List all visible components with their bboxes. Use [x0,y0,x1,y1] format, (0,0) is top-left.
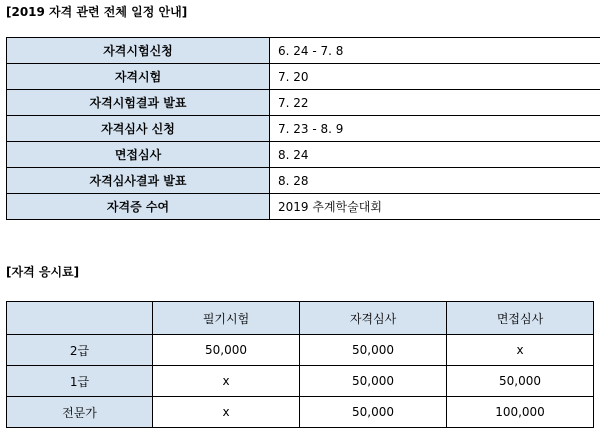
schedule-section-title: [2019 자격 관련 전체 일정 안내] [6,4,187,20]
schedule-table [6,37,600,220]
table-row [7,90,600,116]
table-corner-cell [7,302,153,335]
fee-review: 50,000 [300,366,447,397]
fee-interview: 100,000 [447,397,594,428]
table-row [7,397,594,428]
table-row [7,335,594,366]
table-row [7,142,600,168]
schedule-date: 8. 28 [270,168,600,194]
fee-review: 50,000 [300,335,447,366]
grade-label: 1급 [7,366,153,397]
fee-written: x [153,366,300,397]
column-header-review: 자격심사 [300,302,447,335]
schedule-date: 6. 24 - 7. 8 [270,38,600,64]
fee-review: 50,000 [300,397,447,428]
table-row [7,38,600,64]
table-row [7,366,594,397]
column-header-written: 필기시험 [153,302,300,335]
fee-written: 50,000 [153,335,300,366]
grade-label: 2급 [7,335,153,366]
table-row [7,64,600,90]
schedule-date: 7. 23 - 8. 9 [270,116,600,142]
fee-section-title: [자격 응시료] [6,264,79,280]
schedule-date: 8. 24 [270,142,600,168]
table-row [7,116,600,142]
schedule-label: 자격시험결과 발표 [7,90,270,116]
schedule-label: 자격심사 신청 [7,116,270,142]
fee-interview: 50,000 [447,366,594,397]
fee-interview: x [447,335,594,366]
table-row [7,194,600,220]
schedule-label: 자격증 수여 [7,194,270,220]
schedule-label: 자격시험신청 [7,38,270,64]
schedule-date: 7. 20 [270,64,600,90]
schedule-label: 자격심사결과 발표 [7,168,270,194]
table-row [7,168,600,194]
table-header-row [7,302,594,335]
fee-table [6,301,594,428]
grade-label: 전문가 [7,397,153,428]
schedule-label: 자격시험 [7,64,270,90]
column-header-interview: 면접심사 [447,302,594,335]
schedule-label: 면접심사 [7,142,270,168]
schedule-date: 7. 22 [270,90,600,116]
fee-written: x [153,397,300,428]
schedule-date: 2019 추계학술대회 [270,194,600,220]
